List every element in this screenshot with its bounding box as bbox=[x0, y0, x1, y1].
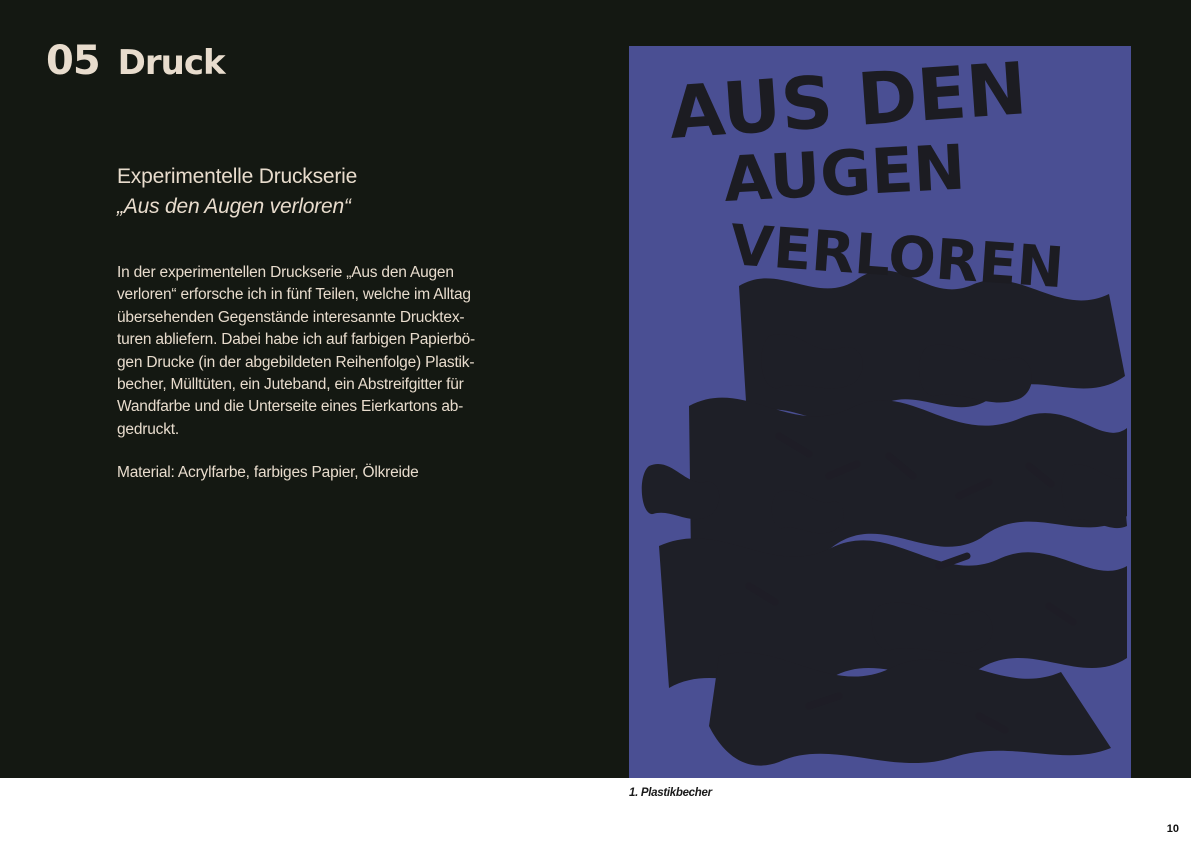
description-line: In der experimentellen Druckserie „Aus den Augen bbox=[117, 264, 454, 281]
handwritten-line-2: AUGEN bbox=[721, 130, 968, 216]
description-line: übersehenden Gegenstände interesannte Drucktex- bbox=[117, 308, 465, 326]
handwritten-line-1: AUS DEN bbox=[666, 46, 1030, 155]
project-title-line2: „Aus den Augen verloren“ bbox=[117, 195, 351, 218]
section-heading bbox=[46, 38, 225, 84]
description-line: gen Drucke (in der abgebildeten Reihenfolge) Plastik- bbox=[117, 353, 475, 371]
page-number: 10 bbox=[1166, 823, 1179, 835]
print-artwork-svg bbox=[629, 46, 1131, 778]
project-title bbox=[117, 162, 357, 222]
description-line: becher, Mülltüten, ein Juteband, ein Abstreifgitter für bbox=[117, 376, 464, 394]
description-line: turen abliefern. Dabei habe ich auf farbigen Papierbö- bbox=[117, 331, 475, 349]
chapter-number: 05 bbox=[46, 38, 100, 84]
handwritten-line-3: VERLOREN bbox=[728, 213, 1066, 302]
description-line: verloren“ erforsche ich in fünf Teilen, welche im Alltag bbox=[117, 286, 471, 304]
print-artwork-image bbox=[629, 46, 1131, 778]
project-title-line1: Experimentelle Druckserie bbox=[117, 165, 358, 188]
image-caption: 1. Plastikbecher bbox=[629, 787, 712, 799]
material-note: Material: Acrylfarbe, farbiges Papier, Ölkreide bbox=[117, 464, 419, 481]
description-line: gedruckt. bbox=[117, 420, 179, 438]
description-paragraph bbox=[117, 262, 537, 441]
description-line: Wandfarbe und die Unterseite eines Eierkartons ab- bbox=[117, 398, 464, 416]
chapter-title: Druck bbox=[117, 43, 225, 83]
